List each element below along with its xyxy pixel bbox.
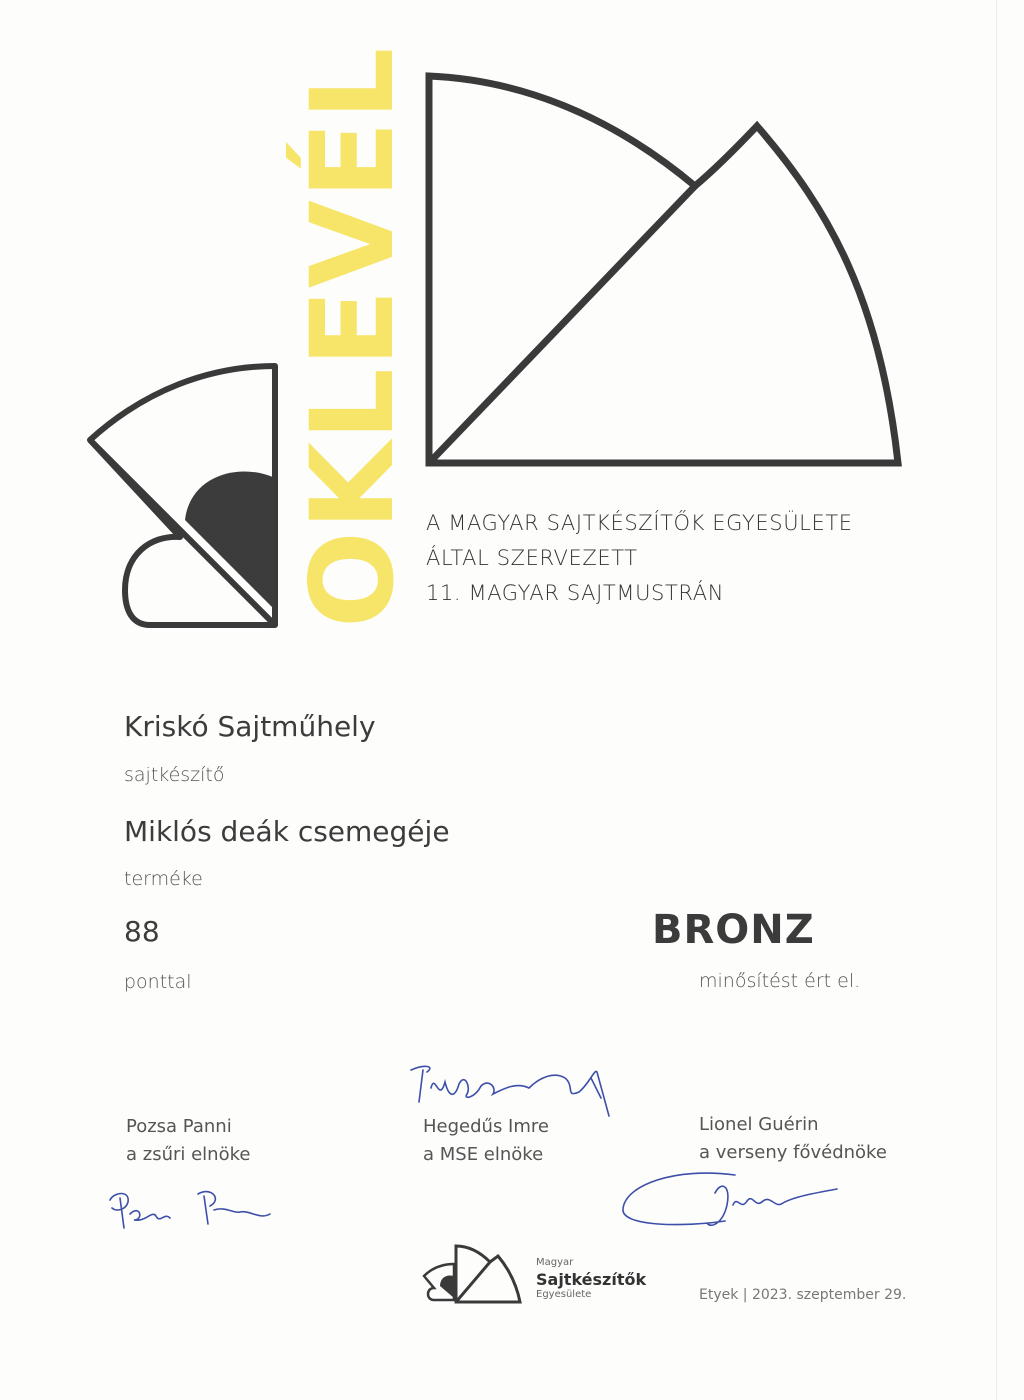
organizer-line-3: 11. MAGYAR SAJTMUSTRÁN (426, 581, 725, 605)
association-logo-icon (420, 1242, 530, 1306)
signature-association-president (405, 1058, 625, 1128)
organizer-line-2: ÁLTAL SZERVEZETT (426, 546, 638, 570)
organizer-line-1: A MAGYAR SAJTKÉSZÍTŐK EGYESÜLETE (426, 511, 853, 535)
place-and-date: Etyek | 2023. szeptember 29. (699, 1287, 907, 1303)
signatory-jury-title: a zsűri elnöke (126, 1144, 251, 1165)
large-cheese-wedge-shape (429, 76, 898, 463)
signatory-jury-block (126, 1113, 250, 1169)
logo-text-line2: Sajtkészítők (536, 1270, 647, 1289)
signatory-jury-name: Pozsa Panni (126, 1116, 232, 1137)
signatory-patron-block (699, 1111, 887, 1167)
document-title: OKLEVÉL (286, 46, 419, 628)
small-wedge-dark-fill (185, 471, 275, 610)
award-caption: minősítést ért el. (699, 970, 861, 992)
signatory-patron-title: a verseny fővédnöke (699, 1142, 887, 1163)
award-level: BRONZ (652, 907, 815, 953)
signatory-president-title: a MSE elnöke (423, 1144, 544, 1165)
score-caption: ponttal (124, 971, 192, 993)
product-caption: terméke (124, 868, 203, 890)
wedge-diagonal-line (429, 186, 695, 463)
score-value: 88 (124, 915, 160, 948)
signature-patron (615, 1165, 845, 1235)
producer-name: Kriskó Sajtműhely (124, 710, 376, 743)
signatory-president-name: Hegedűs Imre (423, 1116, 549, 1137)
producer-role: sajtkészítő (124, 764, 225, 786)
signatory-patron-name: Lionel Guérin (699, 1114, 819, 1135)
product-name: Miklós deák csemegéje (124, 815, 450, 848)
logo-text-line3: Egyesülete (536, 1289, 592, 1300)
signature-jury-president (100, 1180, 280, 1250)
logo-text-line1: Magyar (536, 1257, 574, 1268)
